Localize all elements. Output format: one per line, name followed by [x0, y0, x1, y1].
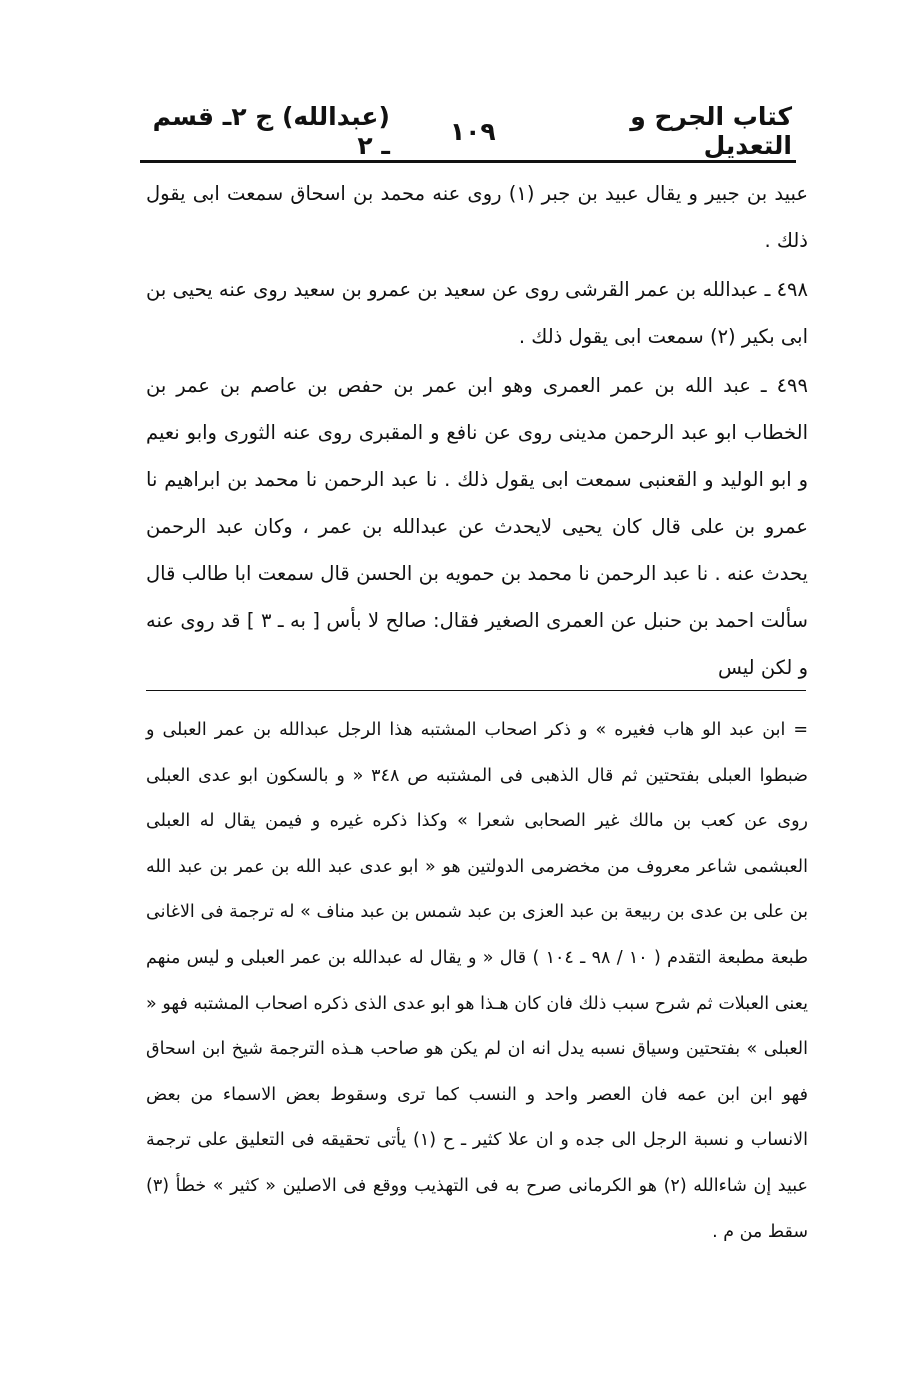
main-text — [146, 170, 808, 691]
footnotes — [146, 708, 808, 1255]
paragraph-continuation: عبيد بن جبير و يقال عبيد بن جبر (١) روى عنه محمد بن اسحاق سمعت ابى يقول ذلك . — [146, 182, 808, 252]
book-title: كتاب الجرح و التعديل — [630, 102, 792, 160]
footnote-text: = ابن عبد الو هاب فغيره » و ذكر اصحاب المشتبه هذا الرجل عبدالله بن عمر العبلى و ضبطوا العبلى بفتحتين ثم قال الذهبى فى المشتبه ص ٣٤٨ « و بالسكون ابو عدى العبلى روى عن كعب بن مالك غير الصحابى شعرا » وكذا ذكره غيره و فيمن يقال له العبلى العبشمى شاعر معروف من مخضرمى الدولتين هو « ابو عدى عبد الله بن عمر بن عبد الله بن على بن عدى بن ربيعة بن عبد العزى بن عبد شمس بن عبد مناف » له ترجمة فى الاغانى طبعة مطبعة التقدم ( ١٠ / ٩٨ ـ ١٠٤ ) قال « و يقال له عبدالله بن عمر العبلى و ليس منهم يعنى العبلات ثم شرح سبب ذلك فان كان هـذا هو ابو عدى الذى ذكره اصحاب المشتبه فهو « العبلى » بفتحتين وسياق نسبه يدل انه ان لم يكن هو صاحب هـذه الترجمة شيخ ابن اسحاق فهو ابن ابن عمه فان العصر واحد و النسب كما ترى وسقوط بعض الاسماء من بعض الانساب و نسبة الرجل الى جده و ان علا كثير ـ ح (١) يأتى تحقيقه فى التعليق على ترجمة عبيد إن شاءالله (٢) هو الكرمانى صرح به فى التهذيب ووقع فى الاصلين « كثير » خطأ (٣) سقط من م . — [146, 720, 809, 1242]
footnote-separator — [146, 690, 806, 691]
entry-498: ٤٩٨ ـ عبدالله بن عمر القرشى روى عن سعيد بن عمرو بن سعيد روى عنه يحيى بن ابى بكير (٢) سمعت ابى يقول ذلك . — [146, 278, 808, 348]
running-header — [140, 102, 792, 160]
entry-499: ٤٩٩ ـ عبد الله بن عمر العمرى وهو ابن عمر بن حفص بن عاصم بن عمر بن الخطاب ابو عبد الرحمن مدينى روى عن نافع و المقبرى روى عنه الثورى وابو نعيم و ابو الوليد و القعنبى سمعت ابى يقول ذلك . نا عبد الرحمن نا محمد بن ابراهيم نا عمرو بن على قال كان يحيى لايحدث عن عبدالله بن عمر ، وكان عبد الرحمن يحدث عنه . نا عبد الرحمن نا محمد بن حمويه بن الحسن قال سمعت ابا طالب قال سألت احمد بن حنبل عن العمرى الصغير فقال: صالح لا بأس [ به ـ ٣ ] قد روى عنه و لكن ليس — [146, 374, 809, 679]
page-number: ١٠٩ — [449, 116, 496, 146]
header-rule — [140, 160, 796, 163]
section-reference: (عبدالله) ج ٢ـ قسم ـ ٢ — [152, 102, 390, 160]
